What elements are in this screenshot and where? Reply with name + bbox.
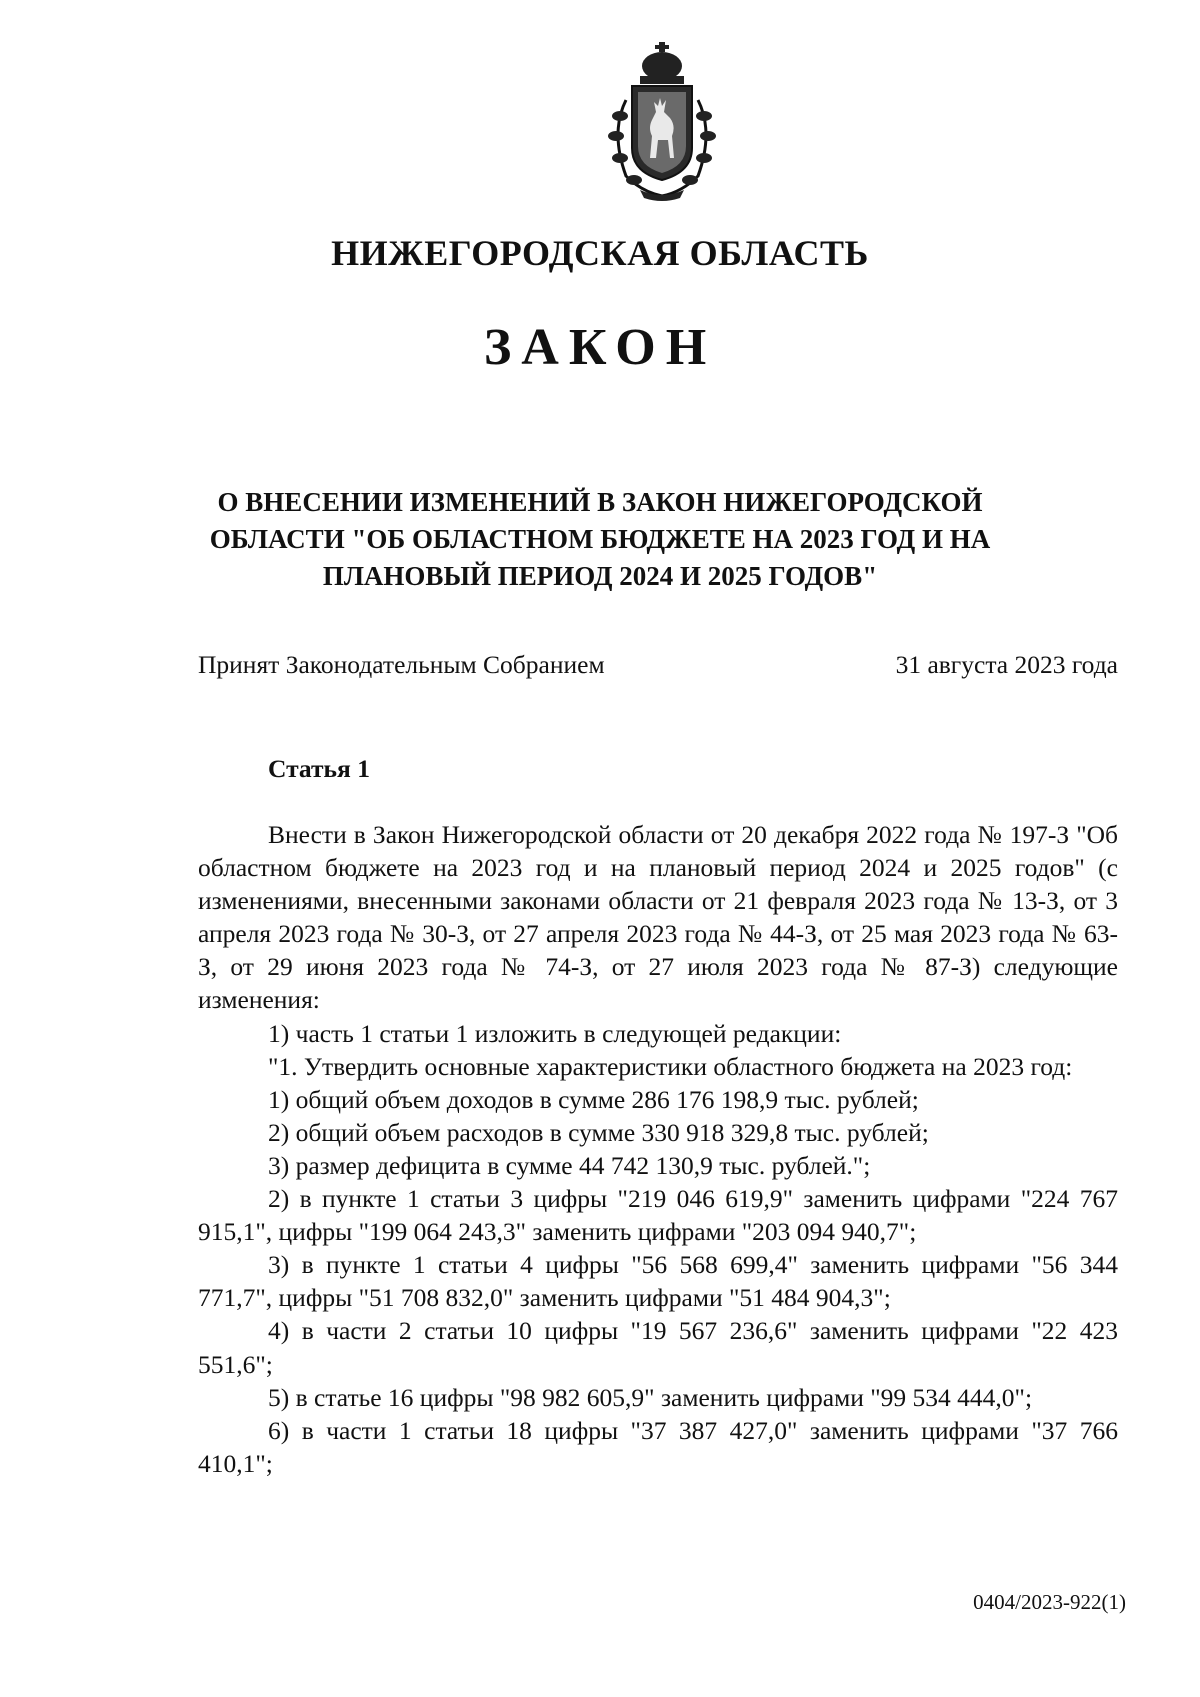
article-paragraph: 1) общий объем доходов в сумме 286 176 198,9 тыс. рублей; (268, 1084, 919, 1114)
adoption-label: Принят Законодательным Собранием (198, 650, 605, 679)
law-subject-title (200, 484, 1000, 595)
law-subject-line: ОБЛАСТИ "ОБ ОБЛАСТНОМ БЮДЖЕТЕ НА 2023 ГОД И НА (209, 524, 991, 554)
article-paragraph: 3) размер дефицита в сумме 44 742 130,9 тыс. рублей."; (268, 1150, 871, 1180)
law-subject-line: ПЛАНОВЫЙ ПЕРИОД 2024 И 2025 ГОДОВ" (322, 561, 878, 591)
region-title: НИЖЕГОРОДСКАЯ ОБЛАСТЬ (331, 233, 869, 273)
coat-of-arms-emblem (596, 40, 728, 202)
article-paragraph: 5) в статье 16 цифры "98 982 605,9" заменить цифрами "99 534 444,0"; (268, 1382, 1033, 1412)
law-subject-line: О ВНЕСЕНИИ ИЗМЕНЕНИЙ В ЗАКОН НИЖЕГОРОДСКОЙ (217, 487, 983, 517)
article-heading: Статья 1 (268, 754, 370, 783)
article-paragraph: 2) в пункте 1 статьи 3 цифры "219 046 619,9" заменить цифрами "224 767 915,1", цифры "199 064 243,3" заменить цифрами "203 094 940,7"; (198, 1184, 1118, 1247)
article-paragraph: "1. Утвердить основные характеристики областного бюджета на 2023 год: (268, 1051, 1073, 1081)
document-number: 0404/2023-922(1) (973, 1590, 1126, 1614)
article-paragraph: 4) в части 2 статьи 10 цифры "19 567 236,6" заменить цифрами "22 423 551,6"; (198, 1316, 1118, 1379)
article-paragraph: 3) в пункте 1 статьи 4 цифры "56 568 699,4" заменить цифрами "56 344 771,7", цифры "51 708 832,0" заменить цифрами "51 484 904,3"; (198, 1250, 1118, 1313)
adoption-date: 31 августа 2023 года (895, 650, 1118, 679)
coat-of-arms-icon (596, 40, 728, 202)
article-body (198, 818, 1118, 1480)
law-title: ЗАКОН (483, 319, 717, 376)
article-paragraph: 6) в части 1 статьи 18 цифры "37 387 427,0" заменить цифрами "37 766 410,1"; (198, 1415, 1118, 1478)
article-paragraph: 2) общий объем расходов в сумме 330 918 329,8 тыс. рублей; (268, 1117, 929, 1147)
article-paragraph: Внести в Закон Нижегородской области от 20 декабря 2022 года № 197-З "Об областном бюджете на 2023 год и на плановый период 2024 и 2025 годов" (с изменениями, внесенными законами области от 21 февраля 2023 года № 13-З, от 3 апреля 2023 года № 30-З, от 27 апреля 2023 года № 44-З, от 25 мая 2023 года № 63-З, от 29 июня 2023 года № 74-З, от 27 июля 2023 года № 87-З) следующие изменения: (198, 820, 1118, 1015)
adoption-line (198, 650, 1118, 680)
article-paragraph: 1) часть 1 статьи 1 изложить в следующей редакции: (268, 1018, 842, 1048)
